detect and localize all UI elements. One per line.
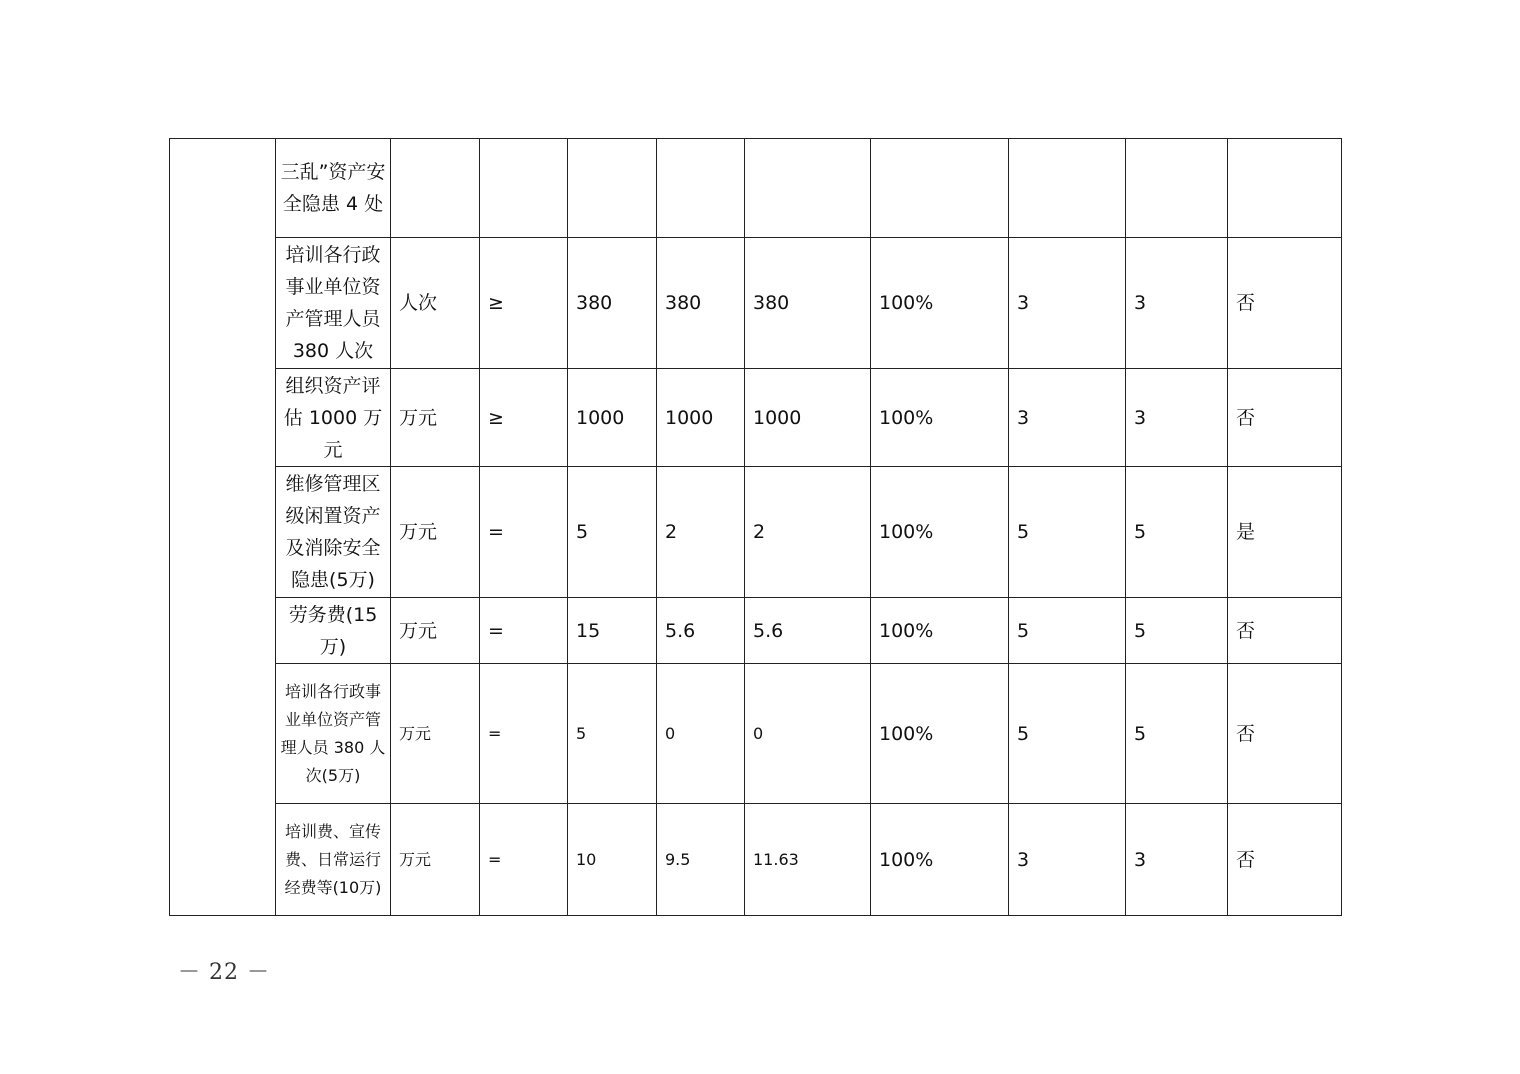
target-cell: 5	[568, 467, 657, 598]
actual-value-cell: 0	[745, 664, 871, 804]
unit-cell: 万元	[391, 467, 480, 598]
annual-value-cell: 2	[657, 467, 745, 598]
unit-cell: 万元	[391, 664, 480, 804]
target-cell: 5	[568, 664, 657, 804]
actual-value-cell: 11.63	[745, 804, 871, 916]
indicator-cell: 劳务费(15万)	[276, 598, 391, 664]
target-cell: 10	[568, 804, 657, 916]
target-cell	[568, 139, 657, 238]
indicator-cell: 培训各行政事业单位资产管理人员 380 人次(5万)	[276, 664, 391, 804]
annual-value-cell: 5.6	[657, 598, 745, 664]
actual-value-cell: 5.6	[745, 598, 871, 664]
completion-rate-cell: 100%	[871, 804, 1009, 916]
score-cell: 5	[1126, 467, 1228, 598]
weight-cell: 3	[1009, 238, 1126, 369]
page-number: － 22 －	[178, 960, 270, 985]
indicator-cell: 维修管理区级闲置资产及消除安全隐患(5万)	[276, 467, 391, 598]
score-cell: 5	[1126, 664, 1228, 804]
score-cell: 3	[1126, 238, 1228, 369]
completion-rate-cell: 100%	[871, 598, 1009, 664]
score-cell: 3	[1126, 804, 1228, 916]
weight-cell: 3	[1009, 804, 1126, 916]
completion-rate-cell: 100%	[871, 664, 1009, 804]
performance-indicator-table	[169, 138, 1342, 916]
weight-cell: 5	[1009, 664, 1126, 804]
annual-value-cell: 9.5	[657, 804, 745, 916]
flag-cell: 是	[1228, 467, 1342, 598]
operator-cell: =	[480, 598, 568, 664]
indicator-cell: 三乱”资产安全隐患 4 处	[276, 139, 391, 238]
unit-cell: 万元	[391, 598, 480, 664]
flag-cell: 否	[1228, 369, 1342, 467]
category-cell	[170, 139, 276, 916]
unit-cell: 万元	[391, 369, 480, 467]
flag-cell	[1228, 139, 1342, 238]
actual-value-cell: 2	[745, 467, 871, 598]
unit-cell: 万元	[391, 804, 480, 916]
weight-cell: 5	[1009, 598, 1126, 664]
table-row	[170, 598, 1342, 664]
indicator-cell: 培训费、宣传费、日常运行经费等(10万)	[276, 804, 391, 916]
unit-cell: 人次	[391, 238, 480, 369]
target-cell: 380	[568, 238, 657, 369]
completion-rate-cell: 100%	[871, 369, 1009, 467]
unit-cell	[391, 139, 480, 238]
actual-value-cell: 380	[745, 238, 871, 369]
annual-value-cell: 0	[657, 664, 745, 804]
table-row	[170, 139, 1342, 238]
operator-cell: ≥	[480, 238, 568, 369]
score-cell: 3	[1126, 369, 1228, 467]
table-row	[170, 369, 1342, 467]
target-cell: 1000	[568, 369, 657, 467]
completion-rate-cell: 100%	[871, 238, 1009, 369]
score-cell	[1126, 139, 1228, 238]
annual-value-cell	[657, 139, 745, 238]
table-row	[170, 804, 1342, 916]
actual-value-cell	[745, 139, 871, 238]
actual-value-cell: 1000	[745, 369, 871, 467]
operator-cell: =	[480, 467, 568, 598]
table-row	[170, 238, 1342, 369]
weight-cell: 3	[1009, 369, 1126, 467]
weight-cell	[1009, 139, 1126, 238]
flag-cell: 否	[1228, 804, 1342, 916]
annual-value-cell: 380	[657, 238, 745, 369]
completion-rate-cell: 100%	[871, 467, 1009, 598]
annual-value-cell: 1000	[657, 369, 745, 467]
operator-cell: ≥	[480, 369, 568, 467]
completion-rate-cell	[871, 139, 1009, 238]
flag-cell: 否	[1228, 598, 1342, 664]
operator-cell: =	[480, 804, 568, 916]
flag-cell: 否	[1228, 238, 1342, 369]
operator-cell: =	[480, 664, 568, 804]
score-cell: 5	[1126, 598, 1228, 664]
table-row	[170, 467, 1342, 598]
target-cell: 15	[568, 598, 657, 664]
flag-cell: 否	[1228, 664, 1342, 804]
operator-cell	[480, 139, 568, 238]
indicator-cell: 组织资产评估 1000 万元	[276, 369, 391, 467]
weight-cell: 5	[1009, 467, 1126, 598]
indicator-cell: 培训各行政事业单位资产管理人员 380 人次	[276, 238, 391, 369]
table-row	[170, 664, 1342, 804]
